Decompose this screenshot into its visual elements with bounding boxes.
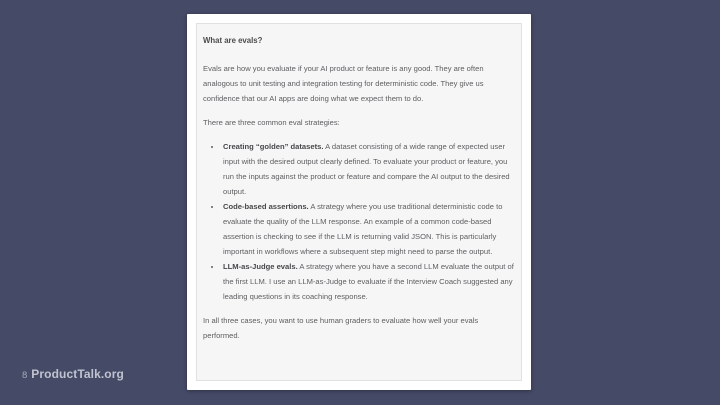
document-content <box>196 23 522 381</box>
strategy-list <box>203 139 515 304</box>
list-item-llm-judge <box>222 259 515 304</box>
closing-paragraph: In all three cases, you want to use human graders to evaluate how well your evals performed. <box>203 316 479 340</box>
brand-label: ProductTalk.org <box>31 367 124 381</box>
document-title: What are evals? <box>203 36 263 45</box>
slide-footer <box>22 367 124 381</box>
strategy-term: Code-based assertions. <box>223 202 309 211</box>
strategy-description: A dataset consisting of a wide range of expected user input with the desired output clearly defined. To evaluate your product or feature, you run the inputs against the product or feature and compare the AI output to the desired output. <box>223 142 510 196</box>
strategies-lead: There are three common eval strategies: <box>203 118 340 127</box>
page-number: 8 <box>22 370 28 381</box>
list-item-golden-datasets <box>222 139 515 199</box>
strategy-description: A strategy where you use traditional deterministic code to evaluate the quality of the LLM response. An example of a common code-based assertion is checking to see if the LLM is returning valid JSON. This is particularly important in workflows where a subsequent step might need to parse the output. <box>223 202 503 256</box>
list-item-code-assertions <box>222 199 515 259</box>
intro-paragraph: Evals are how you evaluate if your AI product or feature is any good. They are often analogous to unit testing and integration testing for deterministic code. They give us confidence that our AI apps are doing what we expect them to do. <box>203 64 484 103</box>
slide-card <box>187 14 531 390</box>
strategy-description: A strategy where you have a second LLM evaluate the output of the first LLM. I use an LLM-as-Judge to evaluate if the Interview Coach suggested any leading questions in its coaching response. <box>223 262 514 301</box>
strategy-term: Creating “golden” datasets. <box>223 142 324 151</box>
strategy-term: LLM-as-Judge evals. <box>223 262 298 271</box>
